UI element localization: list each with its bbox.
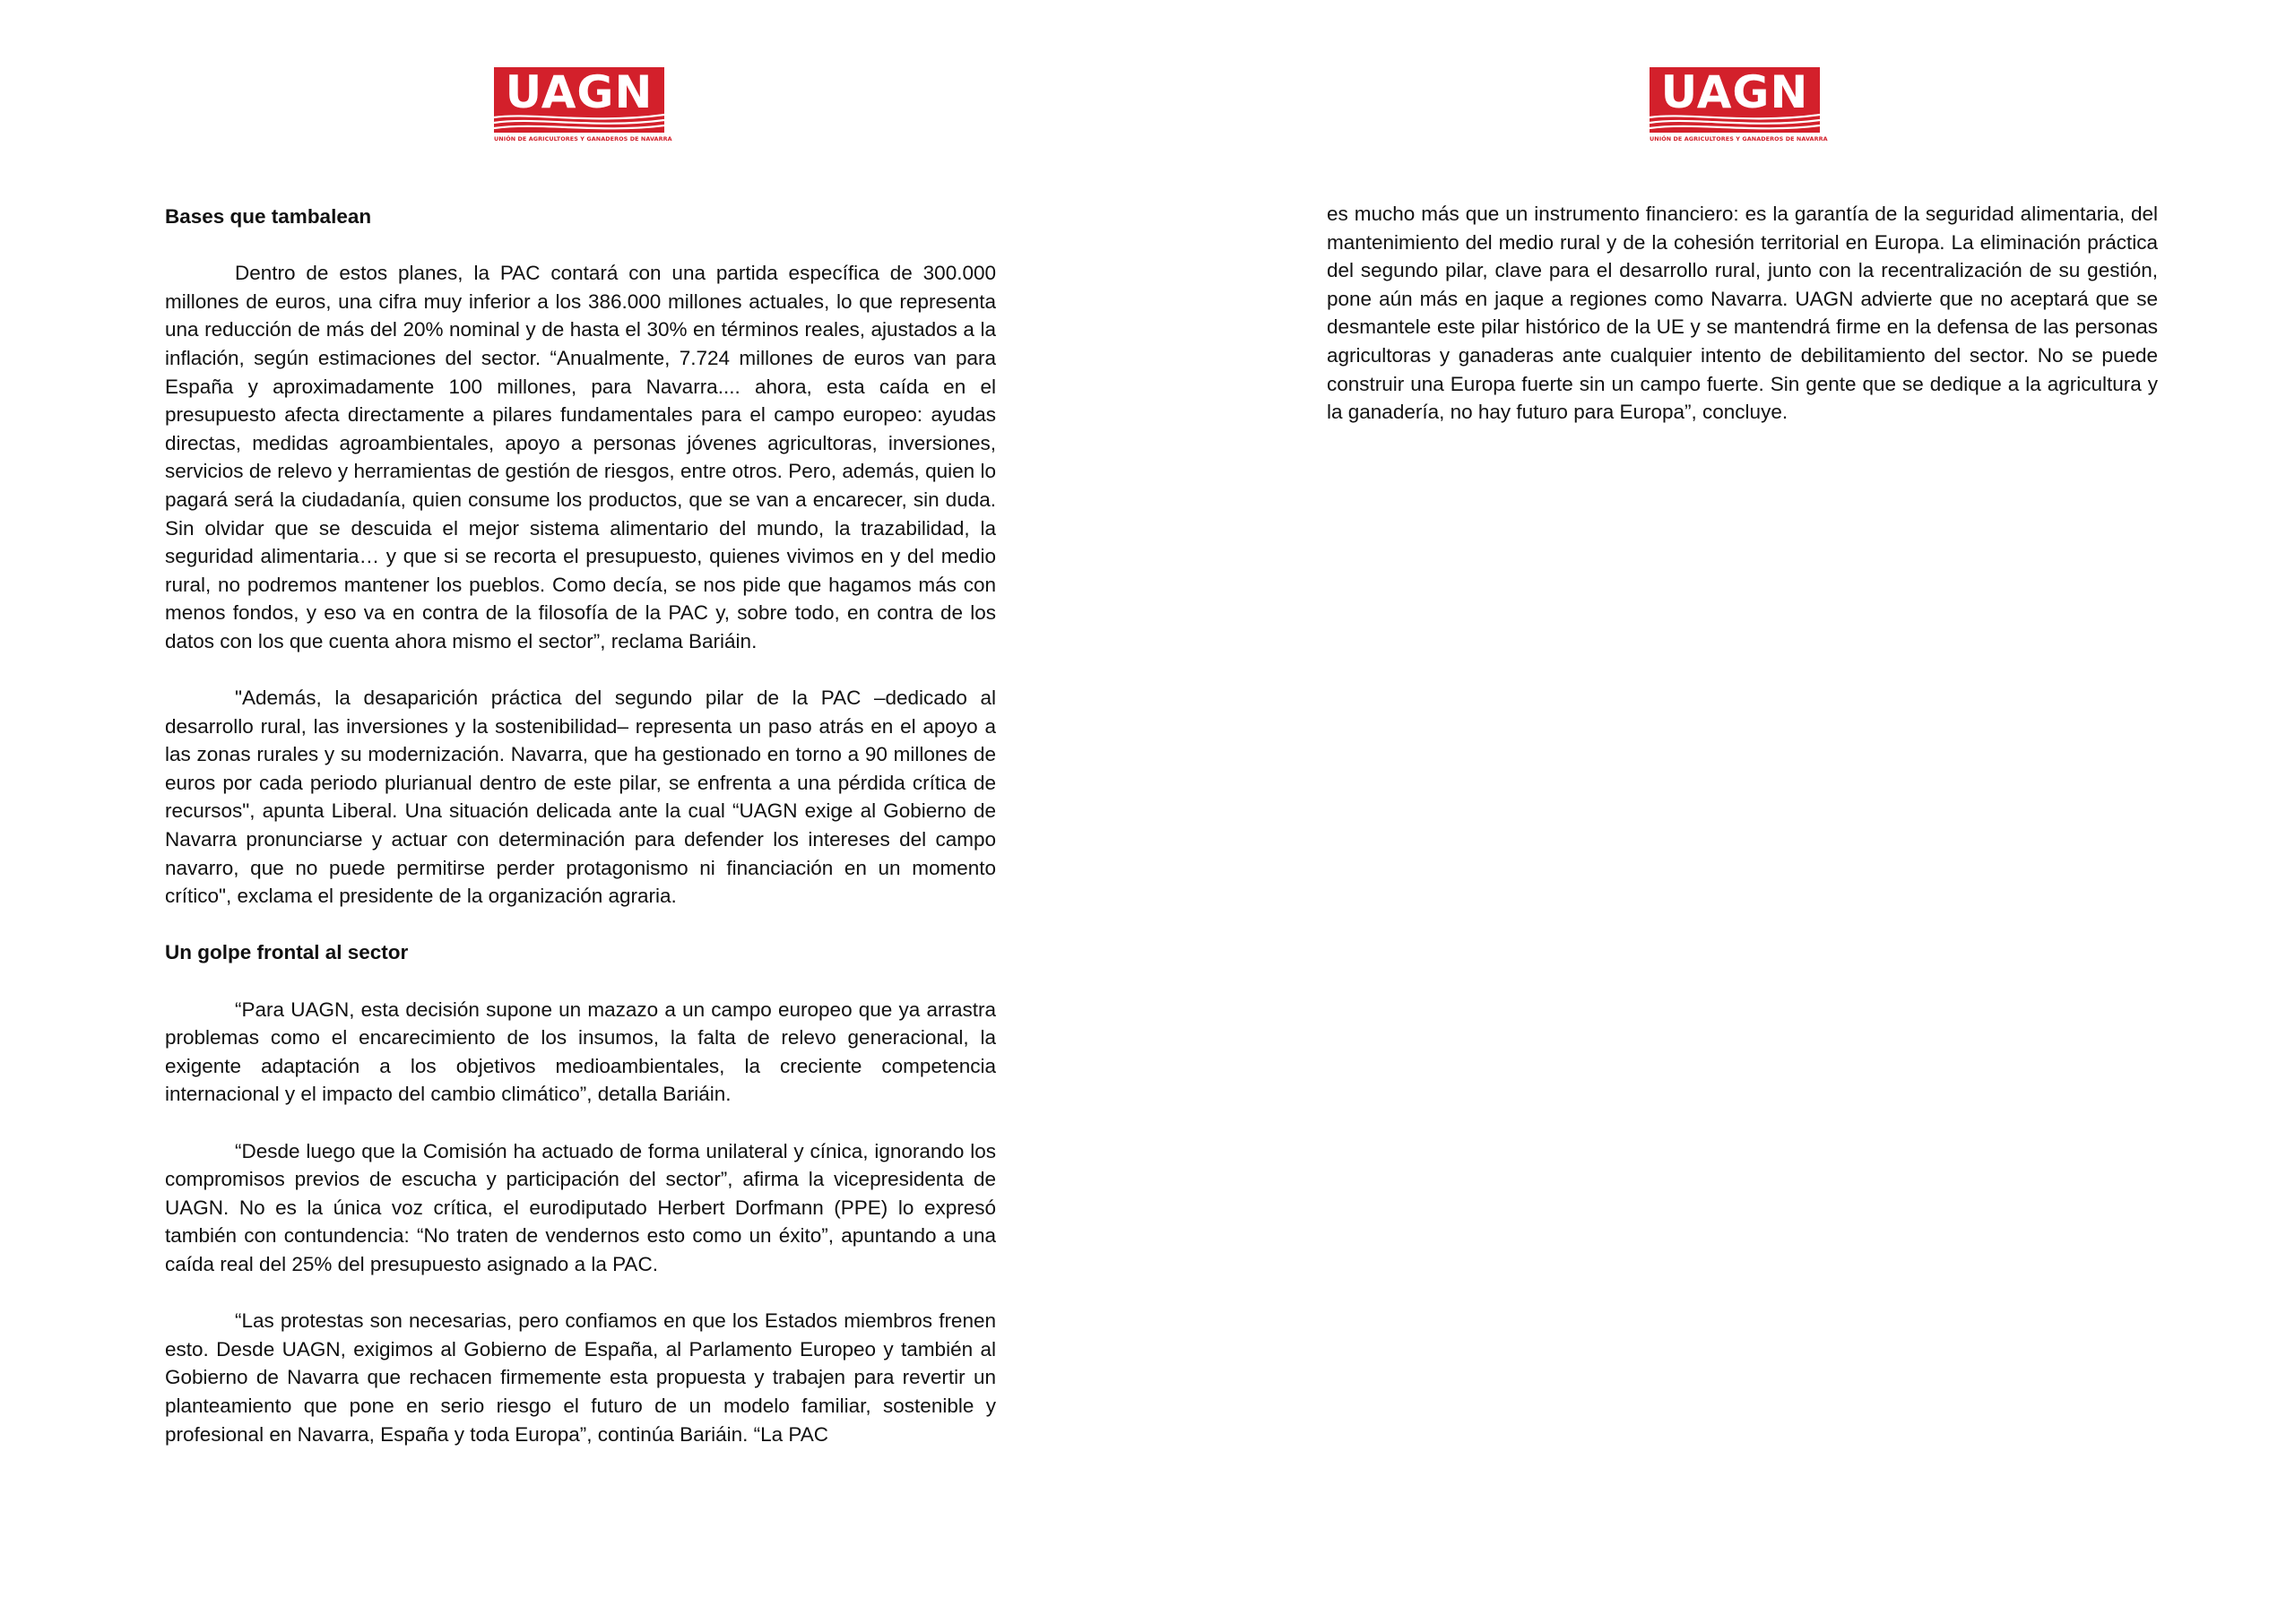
paragraph-5: “Las protestas son necesarias, pero confiamos en que los Estados miembros frenen esto. Desde UAGN, exigimos al Gobierno de España, al Parlamento Europeo y también al Gobierno de Navarra que rechacen firmemente esta propuesta y trabajen para revertir un planteamiento que pone en serio riesgo el futuro de un modelo familiar, sostenible y profesional en Navarra, España y toda Europa”, continúa Bariáin. “La PAC xyxy=(165,1309,996,1446)
field-waves-icon xyxy=(494,112,664,133)
field-waves-icon xyxy=(1650,112,1820,133)
paragraph-3: “Para UAGN, esta decisión supone un mazazo a un campo europeo que ya arrastra problemas como el encarecimiento de los insumos, la falta de relevo generacional, la exigente adaptación a los objetivos medioambientales, la creciente competencia internacional y el impacto del cambio climático”, detalla Bariáin. xyxy=(165,998,996,1106)
section-heading-bases: Bases que tambalean xyxy=(165,205,372,228)
paragraph-4: “Desde luego que la Comisión ha actuado de forma unilateral y cínica, ignorando los compromisos previos de escucha y participación del sector”, afirma la vicepresidenta de UAGN. No es la única voz crítica, el eurodiputado Herbert Dorfmann (PPE) lo expresó también con contundencia: “No traten de vendernos esto como un éxito”, apuntando a una caída real del 25% del presupuesto asignado a la PAC. xyxy=(165,1139,996,1275)
logo-badge xyxy=(1650,67,1820,133)
article-column-left xyxy=(165,203,996,1477)
logo-badge xyxy=(494,67,664,133)
uagn-logo xyxy=(1650,67,1828,143)
logo-subtitle: UNIÓN DE AGRICULTORES Y GANADEROS DE NAVARRA xyxy=(494,135,672,143)
document-page-right xyxy=(1148,0,2295,1624)
paragraph-2: "Además, la desaparición práctica del segundo pilar de la PAC –dedicado al desarrollo rural, las inversiones y la sostenibilidad– representa un paso atrás en el apoyo a las zonas rurales y su modernización. Navarra, que ha gestionado en torno a 90 millones de euros por cada periodo plurianual dentro de este pilar, se enfrenta a una pérdida crítica de recursos", apunta Liberal. Una situación delicada ante la cual “UAGN exige al Gobierno de Navarra pronunciarse y actuar con determinación para defender los intereses del campo navarro, que no puede permitirse perder protagonismo ni financiación en un momento crítico", exclama el presidente de la organización agraria. xyxy=(165,687,996,908)
uagn-logo xyxy=(494,67,672,143)
paragraph-1: Dentro de estos planes, la PAC contará con una partida específica de 300.000 millones de euros, una cifra muy inferior a los 386.000 millones actuales, lo que representa una reducción de más del 20% nominal y de hasta el 30% en términos reales, ajustados a la inflación, según estimaciones del sector. “Anualmente, 7.724 millones de euros van para España y aproximadamente 100 millones, para Navarra.... ahora, esta caída en el presupuesto afecta directamente a pilares fundamentales para el campo europeo: ayudas directas, medidas agroambientales, apoyo a personas jóvenes agricultoras, inversiones, servicios de relevo y herramientas de gestión de riesgos, entre otros. Pero, además, quien lo pagará será la ciudadanía, quien consume los productos, que se van a encarecer, sin duda. Sin olvidar que se descuida el mejor sistema alimentario del mundo, la trazabilidad, la seguridad alimentaria… y que si se recorta el presupuesto, quienes vivimos en y del medio rural, no podremos mantener los pueblos. Como decía, se nos pide que hagamos más con menos fondos, y eso va en contra de la filosofía de la PAC y, sobre todo, en contra de los datos con los que cuenta ahora mismo el sector”, reclama Bariáin. xyxy=(165,262,996,652)
paragraph-continuation: es mucho más que un instrumento financiero: es la garantía de la seguridad alimentaria, del mantenimiento del medio rural y de la cohesión territorial en Europa. La eliminación práctica del segundo pilar, clave para el desarrollo rural, junto con la recentralización de su gestión, pone aún más en jaque a regiones como Navarra. UAGN advierte que no aceptará que se desmantele este pilar histórico de la UE y se mantendrá firme en la defensa de las personas agricultoras y ganaderas ante cualquier intento de debilitamiento del sector. No se puede construir una Europa fuerte sin un campo fuerte. Sin gente que se dedique a la agricultura y la ganadería, no hay futuro para Europa”, concluye. xyxy=(1327,203,2158,424)
logo-text: UAGN xyxy=(1660,67,1809,118)
logo-subtitle: UNIÓN DE AGRICULTORES Y GANADEROS DE NAVARRA xyxy=(1650,135,1828,143)
section-heading-golpe: Un golpe frontal al sector xyxy=(165,941,409,964)
article-column-right xyxy=(1327,200,2158,454)
logo-text: UAGN xyxy=(505,67,654,118)
